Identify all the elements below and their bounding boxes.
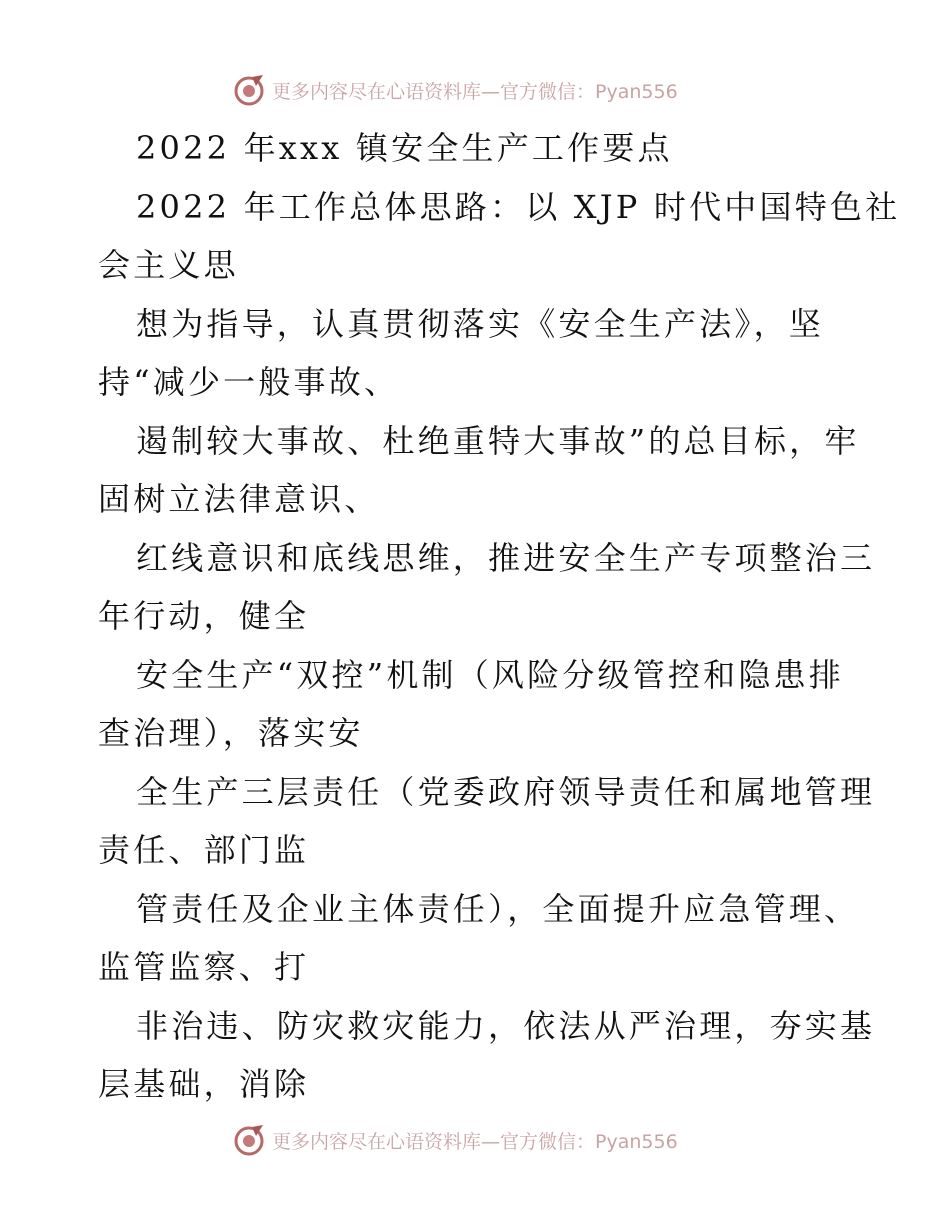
paragraph-line: 年行动，健全 [98,597,310,635]
paragraph-line: 2022 年工作总体思路：以 XJP 时代中国特色社 [136,187,901,226]
footer-watermark [232,1123,678,1157]
paragraph-line: 持“减少一般事故、 [98,363,400,401]
paragraph-line: 层基础，消除 [98,1065,310,1103]
paragraph-line: 非治违、防灾救灾能力，依法从严治理，夯实基 [136,1006,876,1045]
header-watermark [232,73,678,107]
document-title: 2022 年xxx 镇安全生产工作要点 [136,129,673,167]
pen-logo-icon [232,73,266,107]
paragraph-line: 安全生产“双控”机制（风险分级管控和隐患排 [136,655,844,694]
paragraph-line: 会主义思 [98,246,239,284]
paragraph-line: 监管监察、打 [98,948,310,986]
document-body [98,119,901,1114]
paragraph-line: 遏制较大事故、杜绝重特大事故”的总目标，牢 [136,421,860,460]
paragraph-line: 管责任及企业主体责任），全面提升应急管理、 [136,889,860,928]
pen-logo-icon [232,1123,266,1157]
paragraph-line: 想为指导，认真贯彻落实《安全生产法》，坚 [136,304,825,343]
paragraph-line: 固树立法律意识、 [98,480,380,518]
paragraph-line: 查治理），落实安 [98,714,364,752]
paragraph-line: 红线意识和底线思维，推进安全生产专项整治三 [136,538,876,577]
paragraph-line: 责任、部门监 [98,831,310,869]
paragraph-line: 全生产三层责任（党委政府领导责任和属地管理 [136,772,876,811]
watermark-text: 更多内容尽在心语资料库—官方微信：Pyan556 [272,1130,678,1153]
watermark-text: 更多内容尽在心语资料库—官方微信：Pyan556 [272,80,678,103]
